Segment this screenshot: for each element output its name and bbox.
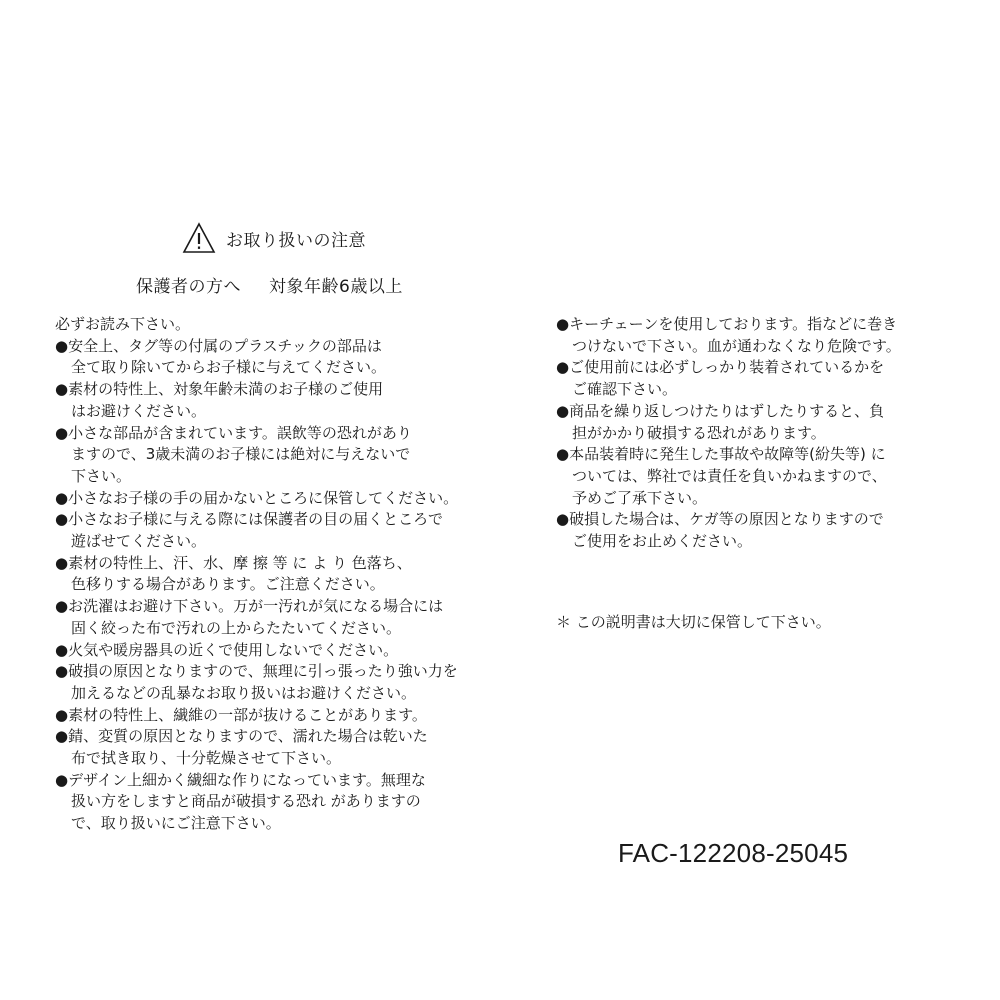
storage-note: ＊ この説明書は大切に保管して下さい。 xyxy=(556,613,831,631)
caution-line: ●小さなお子様に与える際には保護者の目の届くところで xyxy=(55,510,443,529)
caution-line: ●キーチェーンを使用しております。指などに巻き xyxy=(556,315,898,333)
caution-line: ●破損の原因となりますので、無理に引っ張ったり強い力を xyxy=(55,662,458,681)
caution-line: 加えるなどの乱暴なお取り扱いはお避けください。 xyxy=(71,683,417,702)
caution-line: ご確認下さい。 xyxy=(572,380,678,399)
caution-line: 扱い方をしますと商品が破損する恐れ がありますの xyxy=(71,792,421,811)
caution-line: ●デザイン上細かく繊細な作りになっています。無理な xyxy=(55,770,426,789)
caution-line: つけないで下さい。血が通わなくなり危険です。 xyxy=(572,336,901,355)
right-caution-column xyxy=(556,314,901,553)
caution-line: ●安全上、タグ等の付属のプラスチックの部品は xyxy=(55,336,382,355)
left-caution-column xyxy=(55,314,458,835)
caution-line: 予めご了承下さい。 xyxy=(572,488,708,507)
caution-line: ますので、3歳未満のお子様には絶対に与えないで xyxy=(71,445,411,464)
caution-line: ●火気や暖房器具の近くで使用しないでください。 xyxy=(55,640,399,659)
caution-line: ●錆、変質の原因となりますので、濡れた場合は乾いた xyxy=(55,727,428,746)
caution-line: ●ご使用前には必ずしっかり装着されているかを xyxy=(556,358,885,377)
warning-triangle-icon xyxy=(182,222,216,254)
caution-line: 遊ばせてください。 xyxy=(71,532,207,551)
caution-line: 全て取り除いてからお子様に与えてください。 xyxy=(71,358,387,377)
page-title: お取り扱いの注意 xyxy=(226,230,366,251)
caution-line: 固く絞った布で汚れの上からたたいてください。 xyxy=(71,618,402,637)
caution-line: ●お洗濯はお避け下さい。万が一汚れが気になる場合には xyxy=(55,597,444,616)
caution-line: ●小さなお子様の手の届かないところに保管してください。 xyxy=(55,488,459,507)
caution-line: ●本品装着時に発生した事故や故障等(紛失等) に xyxy=(556,445,886,464)
caution-line: 色移りする場合があります。ご注意ください。 xyxy=(71,575,385,594)
caution-line: はお避けください。 xyxy=(71,401,207,420)
caution-line: ●破損した場合は、ケガ等の原因となりますので xyxy=(556,510,884,529)
product-code: FAC-122208-25045 xyxy=(618,838,849,868)
age-target-label: 対象年齢6歳以上 xyxy=(269,277,403,297)
caution-line: 下さい。 xyxy=(71,466,132,485)
caution-line: 担がかかり破損する恐れがあります。 xyxy=(572,423,826,442)
subtitle xyxy=(136,272,403,297)
caution-line: 布で拭き取り、十分乾燥させて下さい。 xyxy=(71,749,342,768)
caution-line: 必ずお読み下さい。 xyxy=(55,315,191,333)
caution-line: ついては、弊社では責任を負いかねますので、 xyxy=(572,466,887,485)
caution-line: ご使用をお止めください。 xyxy=(572,532,753,551)
notice-header xyxy=(182,220,366,256)
audience-label: 保護者の方へ xyxy=(136,277,241,297)
caution-line: ●素材の特性上、繊維の一部が抜けることがあります。 xyxy=(55,705,427,724)
caution-line: で、取り扱いにご注意下さい。 xyxy=(71,814,281,833)
caution-line: ●素材の特性上、汗、水、摩 擦 等 に よ り 色落ち、 xyxy=(55,553,412,572)
caution-line: ●素材の特性上、対象年齢未満のお子様のご使用 xyxy=(55,380,384,399)
caution-line: ●小さな部品が含まれています。誤飲等の恐れがあり xyxy=(55,423,412,442)
caution-line: ●商品を繰り返しつけたりはずしたりすると、負 xyxy=(556,401,885,420)
